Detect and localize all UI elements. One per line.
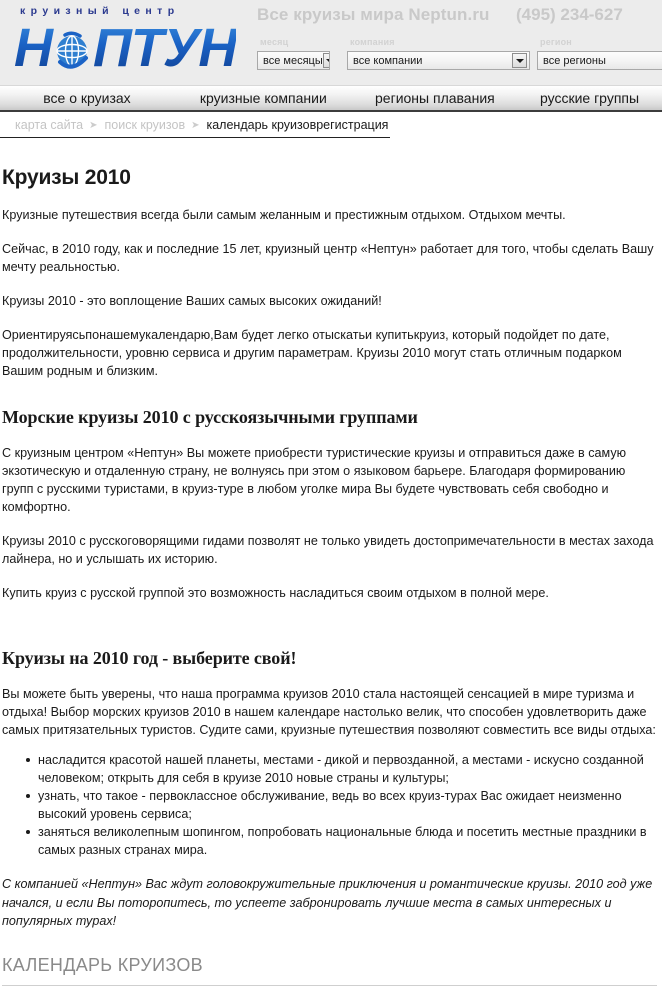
filter-region-value: все регионы [543, 54, 606, 67]
filter-company-value: все компании [353, 54, 423, 67]
breadcrumb-arrow-icon: ➤ [191, 119, 200, 131]
filter-month-value: все месяцы [263, 54, 323, 67]
section-title-russian-groups: Морские круизы 2010 с русскоязычными группами [2, 407, 418, 427]
intro-paragraph-4: Ориентируясьпонашемукалендарю,Вам будет легко отыскатьи купитькруиз, который подойдет по дате, продолжительности, уровню сервиса и другим параметрам. Круизы 2010 могут стать отличным подарком Вашим родным и близким. [2, 328, 622, 378]
site-header [0, 0, 662, 85]
filter-region-label: регион [540, 37, 572, 47]
intro-paragraph-1: Круизные путешествия всегда были самым желанным и престижным отдыхом. Отдыхом мечты. [2, 208, 566, 222]
list-item: узнать, что такое - первоклассное обслуживание, ведь во всех круиз-турах Вас ожидает неизменно высокий уровень сервиса; [38, 787, 656, 823]
section-2-paragraph-1: Вы можете быть уверены, что наша программа круизов 2010 стала настоящей сенсацией в мире туризма и отдыха! Выбор морских круизов 2010 в нашем календаре настолько велик, что способен удовлетворить даже самых притязательных туристов. Судите сами, круизные путешествия позволяют совместить все виды отдыха: [2, 687, 656, 737]
logo-tagline: круизный центр [20, 5, 180, 17]
filter-company [347, 36, 530, 70]
breadcrumb-item-current: календарь круизоврегистрация [206, 117, 389, 132]
filter-region-select[interactable] [537, 51, 662, 70]
closing-paragraph: С компанией «Нептун» Вас ждут головокружительные приключения и романтические круизы. 2010 год уже начался, и если Вы поторопитесь, то успеете забронировать лучшие места в самых интересных и популярных турах! [2, 877, 653, 928]
filter-month-select[interactable] [257, 51, 330, 70]
site-logo[interactable] [14, 2, 246, 82]
calendar-divider [2, 985, 657, 986]
breadcrumb-item-sitemap[interactable]: карта сайта [15, 117, 84, 132]
benefits-list [2, 751, 656, 859]
breadcrumb-arrow-icon: ➤ [89, 119, 98, 131]
filter-bar [257, 36, 662, 82]
section-title-choose-your-cruise: Круизы на 2010 год - выберите свой! [2, 648, 297, 668]
nav-item-sailing-regions[interactable]: регионы плавания [375, 90, 495, 106]
filter-region [537, 36, 662, 70]
list-item: заняться великолепным шопингом, попробовать национальные блюда и посетить местные праздники в самых разных странах мира. [38, 823, 656, 859]
calendar-section-title: КАЛЕНДАРЬ КРУИЗОВ [2, 954, 203, 975]
page-title: Круизы 2010 [2, 166, 131, 189]
main-navigation [0, 85, 662, 112]
section-1-paragraph-1: С круизным центром «Нептун» Вы можете приобрести туристические круизы и отправиться даже в самую экзотическую и отдаленную страну, не волнуясь при этом о языковом барьере. Благодаря формированию групп с русскими туристами, в круиз-туре в любом уголке мира Вы будете чувствовать себя свободно и комфортно. [2, 446, 627, 514]
nav-item-cruise-companies[interactable]: круизные компании [199, 90, 327, 106]
breadcrumb-wrapper [0, 112, 662, 138]
filter-month [257, 36, 330, 70]
site-slogan: Все круизы мира Neptun.ru [257, 5, 490, 24]
main-content [0, 166, 662, 986]
intro-paragraph-2: Сейчас, в 2010 году, как и последние 15 лет, круизный центр «Нептун» работает для того, чтобы сделать Вашу мечту реальностью. [2, 242, 654, 274]
intro-paragraph-3: Круизы 2010 - это воплощение Ваших самых высоких ожиданий! [2, 294, 382, 308]
section-1-paragraph-3: Купить круиз с русской группой это возможность насладиться своим отдыхом в полной мере. [2, 586, 549, 600]
section-1-paragraph-2: Круизы 2010 с русскоговорящими гидами позволят не только увидеть достопримечательности в местах захода лайнера, но и услышать их историю. [2, 534, 654, 566]
nav-item-russian-groups[interactable]: русские группы [539, 90, 640, 106]
filter-company-select[interactable] [347, 51, 530, 70]
nav-item-all-about-cruises[interactable]: все о круизах [43, 90, 131, 106]
filter-company-label: компания [350, 37, 395, 47]
chevron-down-icon[interactable] [323, 53, 330, 68]
chevron-down-icon[interactable] [512, 53, 527, 68]
breadcrumb-item-cruise-search[interactable]: поиск круизов [104, 117, 186, 132]
logo-wordmark [14, 17, 246, 79]
breadcrumb [0, 112, 390, 138]
filter-month-label: месяц [260, 37, 289, 47]
contact-phone: (495) 234-627 [516, 5, 623, 24]
list-item: насладится красотой нашей планеты, местами - дикой и первозданной, а местами - искусно созданной человеком; открыть для себя в круизе 2010 новые страны и культуры; [38, 751, 656, 787]
logo-wordmark-text: Н ПТУН [14, 18, 237, 78]
